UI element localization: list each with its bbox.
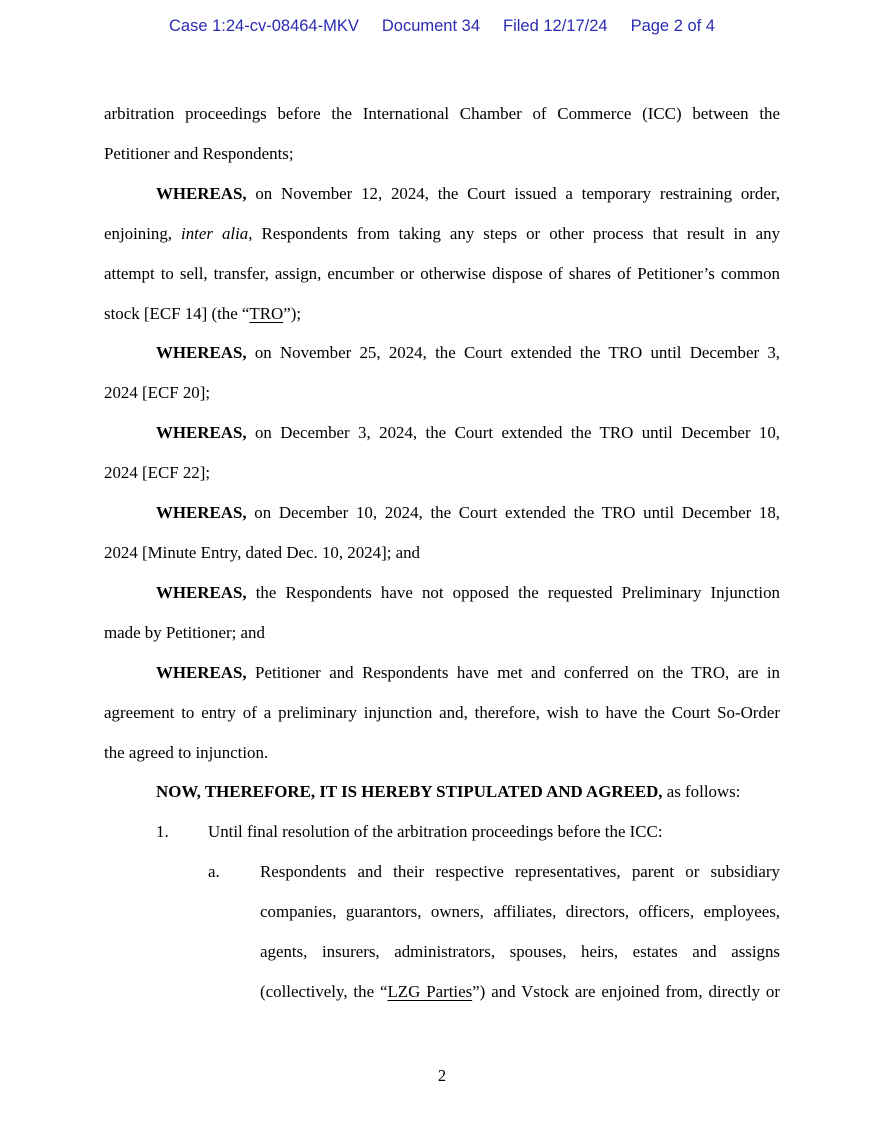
text-segment: WHEREAS,: [156, 423, 247, 443]
text-segment: agreement to entry of a preliminary injunction and, therefore, wish to have the Court So-Order: [104, 702, 780, 722]
text-line: [260, 972, 780, 1012]
text-segment: enjoining,: [104, 223, 182, 243]
numbered-item: [104, 812, 780, 852]
text-line: [104, 573, 780, 613]
text-line: [104, 533, 780, 573]
paragraph: [104, 413, 780, 493]
text-line: [104, 134, 780, 174]
list-marker: 1.: [156, 822, 169, 842]
text-segment: WHEREAS,: [156, 662, 247, 682]
text-segment: agents, insurers, administrators, spouses, heirs, estates and assigns: [260, 942, 780, 962]
text-segment: arbitration proceedings before the International Chamber of Commerce (ICC) between the: [104, 104, 780, 123]
text-line: [104, 653, 780, 693]
text-segment: WHEREAS,: [156, 582, 247, 602]
text-segment: Respondents and their respective representatives, parent or subsidiary: [260, 862, 780, 882]
text-segment: on November 25, 2024, the Court extended the TRO until December 3,: [246, 343, 780, 363]
text-segment: WHEREAS,: [156, 183, 247, 203]
text-line: [260, 892, 780, 932]
text-line: [104, 254, 780, 294]
text-line: [104, 413, 780, 453]
text-line: [104, 693, 780, 733]
text-segment: 2024 [ECF 20];: [104, 383, 211, 403]
text-segment: Until final resolution of the arbitration proceedings before the ICC:: [208, 822, 663, 842]
text-line: [104, 453, 780, 493]
paragraph: [104, 174, 780, 334]
text-line: [104, 174, 780, 214]
text-segment: made by Petitioner; and: [104, 622, 265, 642]
text-line: [104, 733, 780, 773]
text-segment: WHEREAS,: [156, 343, 247, 363]
stamp-page-indicator: Page 2 of 4: [630, 17, 715, 35]
page-number-footer: 2: [437, 1066, 447, 1085]
text-segment: 2024 [Minute Entry, dated Dec. 10, 2024]; and: [104, 542, 420, 562]
paragraph: [104, 333, 780, 413]
text-line: [208, 852, 780, 892]
text-segment: on November 12, 2024, the Court issued a temporary restraining order,: [246, 183, 780, 203]
text-line: [104, 214, 780, 254]
text-line: [104, 333, 780, 373]
text-segment: inter alia: [181, 223, 249, 243]
text-segment: ”) and Vstock are enjoined from, directly or: [472, 981, 780, 1001]
text-line: [104, 772, 780, 812]
paragraph: [104, 653, 780, 773]
text-line: [104, 373, 780, 413]
paragraph: [104, 772, 780, 812]
list-marker: a.: [208, 862, 220, 882]
text-segment: ”);: [283, 303, 302, 323]
ecf-header-stamp: [0, 17, 884, 36]
text-segment: the agreed to injunction.: [104, 742, 269, 762]
text-segment: on December 10, 2024, the Court extended the TRO until December 18,: [246, 503, 780, 523]
text-line: [104, 493, 780, 533]
text-segment: 2024 [ECF 22];: [104, 463, 211, 483]
stamp-document-number: Document 34: [381, 17, 480, 35]
text-segment: the Respondents have not opposed the requested Preliminary Injunction: [246, 582, 780, 602]
text-segment: NOW, THEREFORE, IT IS HEREBY STIPULATED AND AGREED,: [156, 782, 663, 802]
stamp-case-number: Case 1:24-cv-08464-MKV: [169, 17, 359, 35]
text-segment: Petitioner and Respondents;: [104, 143, 294, 163]
text-segment: on December 3, 2024, the Court extended the TRO until December 10,: [246, 423, 780, 443]
text-line: [104, 94, 780, 134]
text-segment: as follows:: [662, 782, 741, 802]
text-segment: companies, guarantors, owners, affiliates, directors, officers, employees,: [260, 902, 780, 922]
text-line: [104, 613, 780, 653]
text-segment: TRO: [249, 303, 284, 323]
text-line: [104, 294, 780, 334]
lettered-sub-item: [208, 852, 780, 1012]
paragraph: [104, 493, 780, 573]
text-segment: LZG Parties: [387, 981, 473, 1001]
document-body: [104, 94, 780, 1012]
paragraph: [104, 573, 780, 653]
paragraph: [104, 94, 780, 174]
text-segment: Petitioner and Respondents have met and conferred on the TRO, are in: [246, 662, 780, 682]
text-segment: attempt to sell, transfer, assign, encumber or otherwise dispose of shares of Petitioner’s common: [104, 263, 780, 283]
text-segment: , Respondents from taking any steps or other process that result in any: [248, 223, 781, 243]
stamp-filed-date: Filed 12/17/24: [503, 17, 608, 35]
text-line: [260, 932, 780, 972]
text-segment: stock [ECF 14] (the “: [104, 303, 250, 323]
text-segment: (collectively, the “: [260, 981, 388, 1001]
text-line: [104, 812, 780, 852]
text-segment: WHEREAS,: [156, 503, 247, 523]
